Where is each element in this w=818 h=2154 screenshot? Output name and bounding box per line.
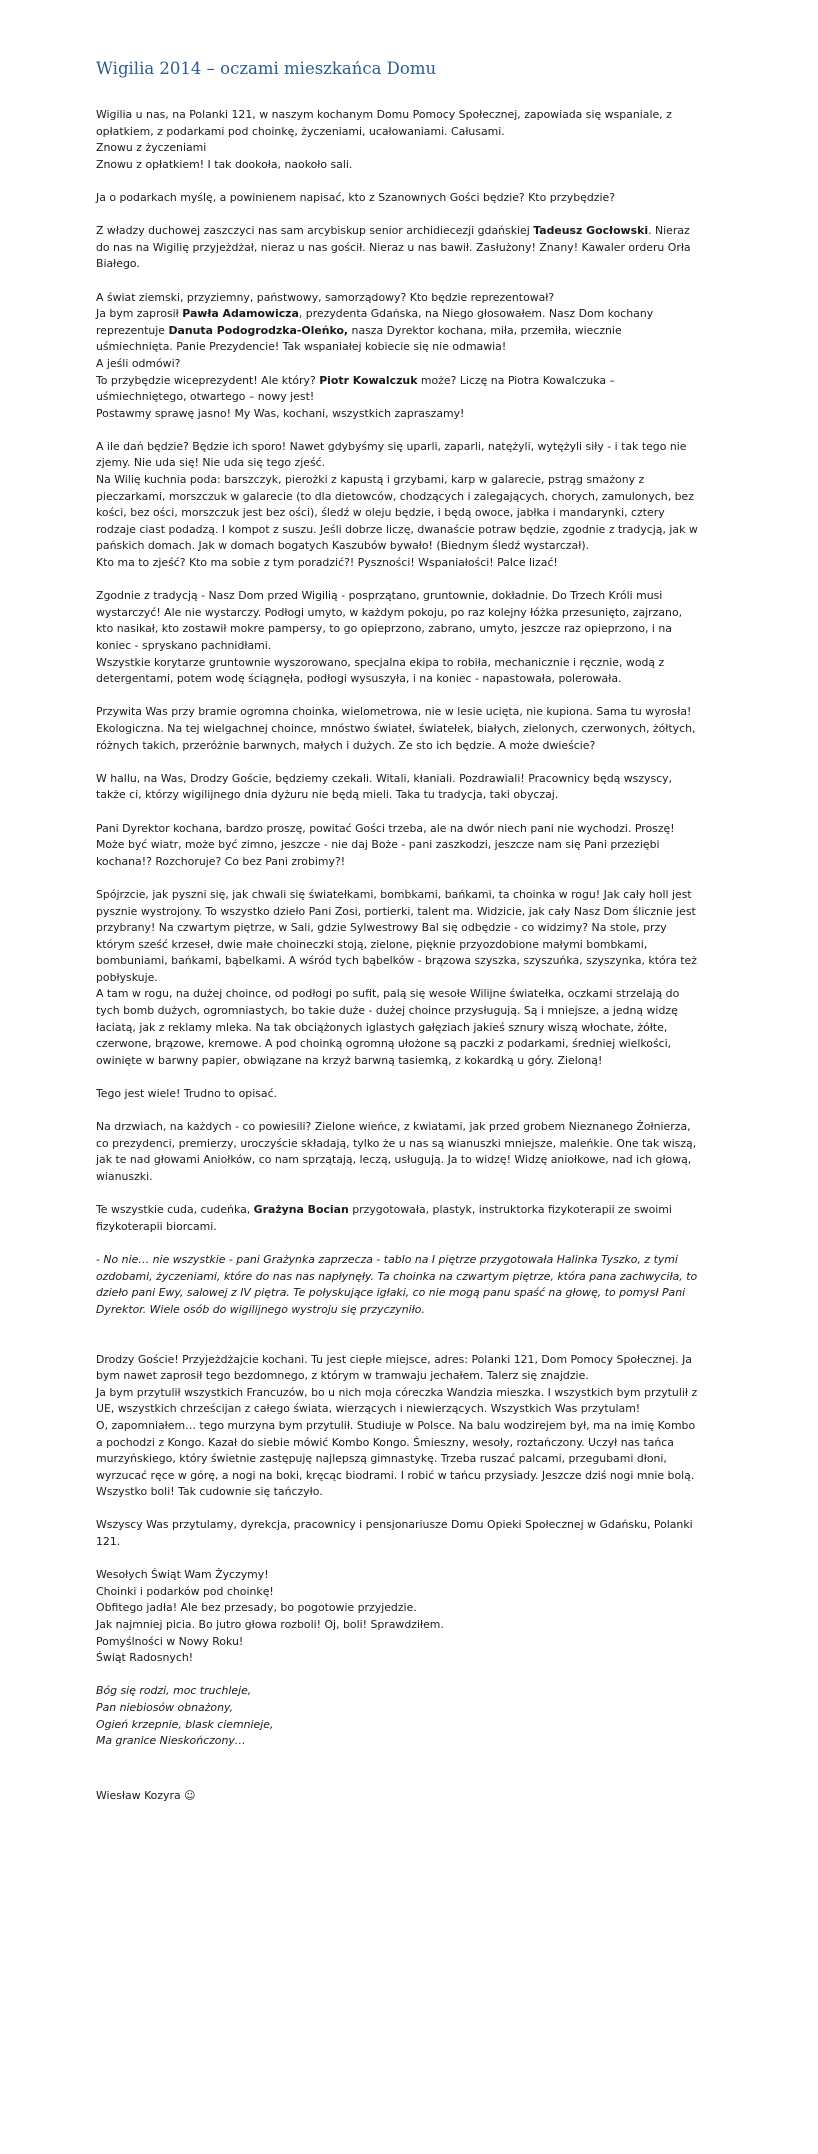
text-line: A tam w rogu, na dużej choince, od podłogi po sufit, palą się wesołe Wilijne światełka, oczkami strzelają do tych bomb dużych, ogromniastych, bo takie duże - dużej choince przysługują. Są i mniejsze, a jedną widzę łaciatą, jak z reklamy mleka. Na tak obciążonych iglastych gałęziach jakieś sznury wiszą włochate, żółte, czerwone, brązowe, kremowe. A pod choinką ogromną ułożone są paczki z podarkami, średniej wielkości, owinięte w barwny papier, obwiązane na krzyż barwną tasiemką, z kokardką u góry. Zieloną! xyxy=(96,987,680,1067)
text-line: Na Wilię kuchnia poda: barszczyk, pierożki z kapustą i grzybami, karp w galarecie, pstrąg smażony z pieczarkami, morszczuk w galarecie (to dla dietowców, chodzących i zalegających, chorych, zamulonych, bez kości, bez ości, morszczuk jest bez ości), śledź w oleju będzie, i będą owoce, jabłka i mandarynki, cztery rodzaje ciast podadzą. I kompot z suszu. Jeśli dobrze liczę, dwanaście potraw będzie, zgodnie z tradycją, jak w pańskich domach. Jak w domach bogatych Kaszubów bywało! (Biednym śledź wystarczał). xyxy=(96,473,698,553)
paragraph-question: Ja o podarkach myślę, a powinienem napisać, kto z Szanownych Gości będzie? Kto przybędzie? xyxy=(96,190,616,204)
text-line: Wigilia u nas, na Polanki 121, w naszym kochanym Domu Pomocy Społecznej, zapowiada się wspaniale, z opłatkiem, z podarkami pod choinkę, życzeniami, ucałowaniami. Całusami. xyxy=(96,108,672,138)
paragraph-artist xyxy=(96,1202,700,1235)
paragraph-wreaths: Na drzwiach, na każdych - co powiesili? Zielone wieńce, z kwiatami, jak przed grobem Nieznanego Żołnierza, co prezydenci, premierzy, uroczyście składają, tylko że u nas są wianuszki mniejsze, maleńkie. One tak wiszą, jak te nad głowami Aniołków, co nam sprzątają, leczą, usługują. Ja to widzę! Widzę aniołkowe, nad ich głową, wianuszki. xyxy=(96,1120,697,1183)
bold-name: Piotr Kowalczuk xyxy=(319,373,418,387)
poem-line: Pan niebiosów obnażony, xyxy=(96,1701,234,1714)
paragraph-decorations xyxy=(96,887,700,1070)
spacer xyxy=(96,1335,700,1352)
paragraph-director: Pani Dyrektor kochana, bardzo proszę, powitać Gości trzeba, ale na dwór niech pani nie wychodzi. Proszę! Może być wiatr, może być zimno, jeszcze - nie daj Boże - pani zaszkodzi, jeszcze nam się Pani przeziębi kochana!? Rozchoruje? Co bez Pani zrobimy?! xyxy=(96,821,675,868)
text-run: . Nieraz do nas na Wigilię przyjeżdżał, nieraz u nas gościł. Nieraz u nas bawił. Zasłużony! Znany! Kawaler orderu Orła Białego. xyxy=(96,224,691,271)
text-line: Kto ma to zjeść? Kto ma sobie z tym poradzić?! Pyszności! Wspaniałości! Palce lizać! xyxy=(96,556,558,570)
bold-name: Danuta Podogrodzka-Oleńko, xyxy=(168,323,349,337)
text-line: Znowu z opłatkiem! I tak dookoła, naokoło sali. xyxy=(96,157,353,171)
poem-line: Bóg się rodzi, moc truchleje, xyxy=(96,1684,252,1698)
text-line xyxy=(96,306,700,356)
text-line: Obfitego jadła! Ale bez przesady, bo pogotowie przyjedzie. xyxy=(96,1601,417,1615)
poem-line: Ma granice Nieskończony… xyxy=(96,1734,246,1748)
text-line: Znowu z życzeniami xyxy=(96,141,207,155)
author-signature: Wiesław Kozyra ☺ xyxy=(96,1788,196,1802)
paragraph-wishes xyxy=(96,1567,700,1667)
text-run: przygotowała, plastyk, instruktorka fizykoterapii ze swoimi fizykoterapii biorcami. xyxy=(96,1203,672,1233)
text-line: Zgodnie z tradycją - Nasz Dom przed Wigilią - posprzątano, gruntownie, dokładnie. Do Trzech Króli musi wystarczyć! Ale nie wystarczy. Podłogi umyto, w każdym pokoju, po raz kolejny łóżka przesunięto, zajrzano, kto nasikał, kto zostawił mokre pampersy, to go opieprzono, zabrano, umyto, jeszcze raz opieprzono, i na koniec - spryskano pachnidłami. xyxy=(96,589,683,652)
text-run: Z władzy duchowej zaszczyci nas sam arcybiskup senior archidiecezji gdańskiej xyxy=(96,224,534,238)
paragraph-tree: Przywita Was przy bramie ogromna choinka, wielometrowa, nie w lesie ucięta, nie kupiona. Sama tu wyrosła! Ekologiczna. Na tej wielgachnej choince, mnóstwo świateł, światełek, białych, zielonych, czerwonych, żółtych, różnych takich, przeróżnie barwnych, małych i dużych. Ze sto ich będzie. A może dwieście? xyxy=(96,705,696,752)
paragraph-hall: W hallu, na Was, Drodzy Goście, będziemy czekali. Witali, kłaniali. Pozdrawiali! Pracownicy będą wszyscy, także ci, którzy wigilijnego dnia dyżuru nie będą mieli. Taka tu tradycja, taki obyczaj. xyxy=(96,771,673,802)
text-run: To przybędzie wiceprezydent! Ale który? xyxy=(96,373,320,387)
text-line: Wesołych Świąt Wam Życzymy! xyxy=(96,1568,269,1582)
paragraph-hugs: Wszyscy Was przytulamy, dyrekcja, pracownicy i pensjonariusze Domu Opieki Społecznej w Gdańsku, Polanki 121. xyxy=(96,1518,693,1549)
text-line: A jeśli odmówi? xyxy=(96,356,181,370)
text-line: Jak najmniej picia. Bo jutro głowa rozboli! Oj, boli! Sprawdziłem. xyxy=(96,1618,444,1632)
bold-name: Grażyna Bocian xyxy=(253,1203,349,1217)
text-run: Ja bym zaprosił xyxy=(96,307,183,321)
text-line: Wszystkie korytarze gruntownie wyszorowano, specjalna ekipa to robiła, mechanicznie i ręcznie, wodą z detergentami, potem wodę ściągnęła, podłogi wysuszyła, i na koniec - napastowała, polerowała. xyxy=(96,655,665,686)
carol-poem xyxy=(96,1683,700,1749)
text-line: Drodzy Goście! Przyjeżdżajcie kochani. Tu jest ciepłe miejsce, adres: Polanki 121, Dom Pomocy Społecznej. Ja bym nawet zaprosił tego bezdomnego, z którym w tramwaju jechałem. Talerz się znajdzie. xyxy=(96,1352,692,1383)
text-line: A ile dań będzie? Będzie ich sporo! Nawet gdybyśmy się uparli, zaparli, natężyli, wytężyli siły - i tak tego nie zjemy. Nie uda się! Nie uda się tego zjeść. xyxy=(96,439,687,470)
paragraph-hard-to-describe: Tego jest wiele! Trudno to opisać. xyxy=(96,1087,278,1101)
text-run: Te wszystkie cuda, cudeńka, xyxy=(96,1203,254,1217)
text-line: Choinki i podarków pod choinkę! xyxy=(96,1584,274,1598)
paragraph-invitation xyxy=(96,1352,700,1501)
text-line: Świąt Radosnych! xyxy=(96,1651,194,1665)
document-title: Wigilia 2014 – oczami mieszkańca Domu xyxy=(96,59,437,78)
bold-name: Pawła Adamowicza xyxy=(182,307,299,321)
text-run: nasza Dyrektor kochana, miła, przemiła, wiecznie uśmiechnięta. Panie Prezydencie! Tak wspaniałej kobiecie się nie odmawia! xyxy=(96,323,622,354)
paragraph-quote: - No nie… nie wszystkie - pani Grażynka zaprzecza - tablo na I piętrze przygotowała Halinka Tyszko, z tymi ozdobami, życzeniami, które do nas nas napłynęły. Ta choinka na czwartym piętrze, która pana zachwyciła, to dzieło pani Ewy, salowej z IV piętra. Te połyskujące igłaki, co nie mogą panu spaść na głowę, to pomysł Pani Dyrektor. Wiele osób do wigilijnego wystroju się przyczyniło. xyxy=(96,1252,698,1316)
text-line: Ja bym przytulił wszystkich Francuzów, bo u nich moja córeczka Wandzia mieszka. I wszystkich bym przytulił z UE, wszystkich chrześcijan z całego świata, wierzących i niewierzących. Wszystkich Was przytulam! xyxy=(96,1385,698,1416)
text-line: O, zapomniałem… tego murzyna bym przytulił. Studiuje w Polsce. Na balu wodzirejem był, ma na imię Kombo a pochodzi z Kongo. Kazał do siebie mówić Kombo Kongo. Śmieszny, wesoły, roztańczony. Uczył nas tańca murzyńskiego, który świetnie zastępuję najlepszą gimnastykę. Trzeba ruszać palcami, przegubami dłoni, wyrzucać ręce w górę, a nogi na boki, kręcąc biodrami. I robić w tańcu przysiady. Jeszcze dziś nogi mnie bolą. Wszystko boli! Tak cudownie się tańczyło. xyxy=(96,1418,696,1499)
text-line: Postawmy sprawę jasno! My Was, kochani, wszystkich zapraszamy! xyxy=(96,406,465,420)
paragraph-cleaning xyxy=(96,588,700,688)
poem-line: Ogień krzepnie, blask ciemnieje, xyxy=(96,1717,274,1731)
paragraph-dishes xyxy=(96,439,700,572)
paragraph-intro xyxy=(96,107,700,173)
paragraph-guests xyxy=(96,290,700,423)
bold-name: Tadeusz Gocłowski xyxy=(533,224,649,238)
text-line: Pomyślności w Nowy Roku! xyxy=(96,1634,244,1648)
text-line: Spójrzcie, jak pyszni się, jak chwali się światełkami, bombkami, bańkami, ta choinka w rogu! Jak cały holl jest pysznie wystrojony. To wszystko dzieło Pani Zosi, portierki, talent ma. Widzicie, jak cały Nasz Dom ślicznie jest przybrany! Na czwartym piętrze, w Sali, gdzie Sylwestrowy Bal się odbędzie - co widzimy? Na stole, przy którym sześć krzeseł, dwie małe choineczki stoją, zielone, pięknie przyozdobione małymi bombkami, bombuniami, bańkami, bąbelkami. A wśród tych bąbelków - brązowa szyszka, szyszuńka, szyszynka, która też pobłyskuje. xyxy=(96,887,697,984)
paragraph-archbishop xyxy=(96,223,700,273)
text-run: , prezydenta Gdańska, na Niego głosowałem. Nasz Dom kochany reprezentuje xyxy=(96,307,654,337)
text-run: może? Liczę na Piotra Kowalczuka – uśmiechniętego, otwartego – nowy jest! xyxy=(96,373,615,404)
text-line: A świat ziemski, przyziemny, państwowy, samorządowy? Kto będzie reprezentował? xyxy=(96,290,555,304)
text-line xyxy=(96,373,700,406)
